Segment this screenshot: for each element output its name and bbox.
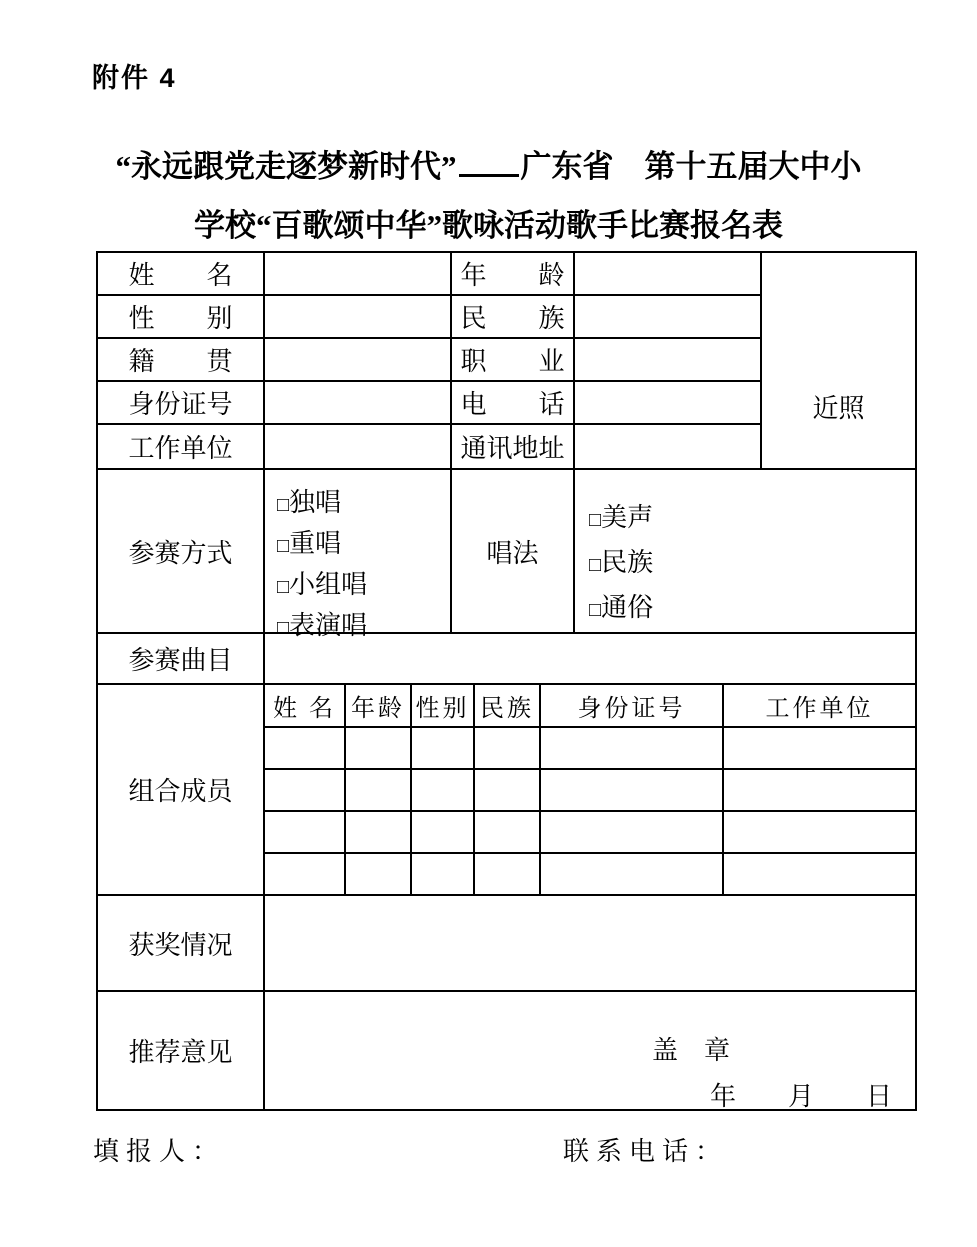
mailing-address-input-cell[interactable] (575, 425, 762, 468)
entry-method-options (265, 470, 452, 640)
form-title-line2: 学校“百歌颂中华”歌咏活动歌手比赛报名表 (194, 208, 783, 243)
member-input-cell[interactable] (346, 728, 412, 768)
recommendation-section (98, 992, 915, 1109)
member-input-cell[interactable] (724, 770, 915, 810)
name-input-cell[interactable] (265, 253, 452, 294)
age-label: 年 龄 (452, 253, 575, 294)
member-row (265, 728, 915, 770)
checkbox-performance[interactable]: □表演唱 (277, 611, 368, 640)
mailing-address-label: 通讯地址 (452, 425, 575, 468)
member-row (265, 854, 915, 894)
member-input-cell[interactable] (412, 812, 475, 852)
registration-form-table (96, 251, 917, 1111)
member-input-cell[interactable] (541, 770, 724, 810)
song-title-section (98, 634, 915, 685)
member-col-age: 年龄 (346, 685, 412, 726)
member-input-cell[interactable] (541, 728, 724, 768)
member-input-cell[interactable] (265, 854, 346, 894)
contact-phone-label: 联系电话： (563, 1137, 729, 1166)
id-number-label: 身份证号 (98, 382, 265, 423)
work-unit-input-cell[interactable] (265, 425, 452, 468)
awards-section (98, 896, 915, 992)
occupation-input-cell[interactable] (575, 339, 762, 380)
gender-input-cell[interactable] (265, 296, 452, 337)
member-col-work-unit: 工作单位 (765, 696, 874, 722)
singing-style-label: 唱法 (452, 470, 575, 632)
table-row (98, 382, 762, 425)
phone-input-cell[interactable] (575, 382, 762, 423)
member-input-cell[interactable] (724, 854, 915, 894)
title-part-left: “永远跟党走逐梦新时代” (115, 149, 457, 184)
birthplace-input-cell[interactable] (265, 339, 452, 380)
member-input-cell[interactable] (265, 770, 346, 810)
member-input-cell[interactable] (346, 812, 412, 852)
entry-method-section (98, 470, 915, 640)
checkbox-popular[interactable]: □通俗 (589, 593, 654, 622)
member-input-cell[interactable] (541, 854, 724, 894)
checkbox-folk[interactable]: □民族 (589, 548, 654, 577)
attachment-label: 附件 4 (92, 63, 177, 93)
member-input-cell[interactable] (541, 812, 724, 852)
member-input-cell[interactable] (412, 854, 475, 894)
group-members-label: 组合成员 (98, 685, 265, 894)
group-members-section (98, 685, 915, 896)
entry-method-label: 参赛方式 (98, 470, 265, 632)
member-input-cell[interactable] (475, 770, 541, 810)
name-label: 姓 名 (98, 253, 265, 294)
member-input-cell[interactable] (346, 770, 412, 810)
ethnicity-input-cell[interactable] (575, 296, 762, 337)
occupation-label: 职 业 (452, 339, 575, 380)
checkbox-duet[interactable]: □重唱 (277, 529, 342, 558)
seal-text: 盖 章 (652, 1036, 731, 1065)
members-header-row (265, 685, 915, 728)
awards-label: 获奖情况 (98, 896, 265, 990)
work-unit-label: 工作单位 (98, 425, 265, 468)
member-col-name: 姓 名 (265, 685, 346, 726)
member-input-cell[interactable] (475, 854, 541, 894)
photo-area[interactable] (762, 253, 915, 468)
members-subtable (265, 685, 915, 894)
birthplace-label: 籍 贯 (98, 339, 265, 380)
member-row (265, 770, 915, 812)
checkbox-small-group[interactable]: □小组唱 (277, 570, 368, 599)
member-row (265, 812, 915, 854)
phone-label: 电 话 (452, 382, 575, 423)
table-row (98, 425, 762, 468)
gender-label: 性 别 (98, 296, 265, 337)
id-number-input-cell[interactable] (265, 382, 452, 423)
age-input-cell[interactable] (575, 253, 762, 294)
form-title-line1 (0, 141, 977, 186)
photo-label: 近照 (812, 394, 865, 423)
member-input-cell[interactable] (475, 812, 541, 852)
checkbox-solo[interactable]: □独唱 (277, 488, 342, 517)
ethnicity-label: 民 族 (452, 296, 575, 337)
table-row (98, 253, 762, 296)
member-input-cell[interactable] (265, 728, 346, 768)
recommendation-label: 推荐意见 (98, 992, 265, 1109)
filler-label: 填报人： (93, 1137, 226, 1166)
member-col-id-number: 身份证号 (541, 685, 724, 726)
member-input-cell[interactable] (265, 812, 346, 852)
member-col-gender: 性别 (412, 685, 475, 726)
table-row (98, 339, 762, 382)
recommendation-input-area[interactable] (265, 992, 915, 1109)
table-row (98, 296, 762, 339)
title-part-right: 广东省 第十五届大中小 (520, 149, 862, 184)
member-input-cell[interactable] (475, 728, 541, 768)
singing-style-options (575, 470, 915, 632)
basic-info-grid (98, 253, 762, 468)
song-title-label: 参赛曲目 (98, 634, 265, 683)
song-title-input-cell[interactable] (265, 634, 915, 683)
checkbox-bel-canto[interactable]: □美声 (589, 503, 654, 532)
member-input-cell[interactable] (724, 728, 915, 768)
basic-info-section (98, 253, 915, 470)
member-input-cell[interactable] (724, 812, 915, 852)
date-text: 年 月 日 (709, 1082, 892, 1111)
member-input-cell[interactable] (346, 854, 412, 894)
member-col-ethnicity: 民族 (475, 685, 541, 726)
awards-input-cell[interactable] (265, 896, 915, 990)
blank-underline (459, 173, 519, 177)
member-input-cell[interactable] (412, 728, 475, 768)
member-input-cell[interactable] (412, 770, 475, 810)
